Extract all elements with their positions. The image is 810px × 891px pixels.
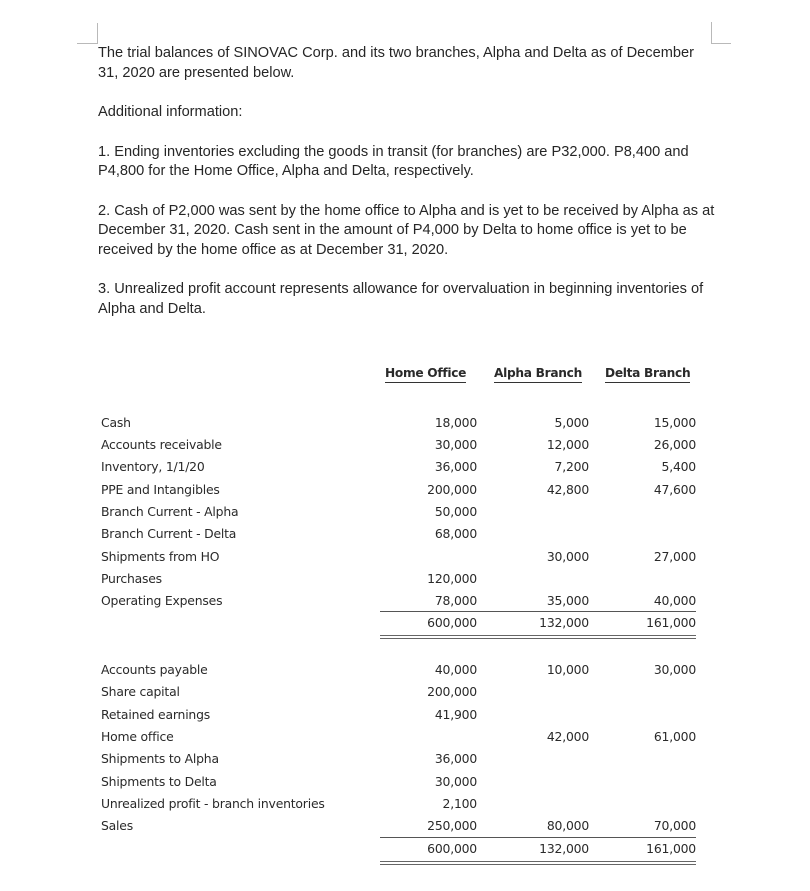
alpha-amount: 80,000 xyxy=(546,818,589,833)
account-label: Shipments to Alpha xyxy=(101,751,219,766)
table-row-shipments-to-delta xyxy=(0,771,810,793)
account-label: Purchases xyxy=(101,571,162,586)
delta-amount: 15,000 xyxy=(653,415,696,430)
account-label: Branch Current - Delta xyxy=(101,526,237,541)
total-double-rule xyxy=(380,861,696,865)
table-row-sales xyxy=(0,815,810,837)
table-row-share-capital xyxy=(0,681,810,703)
account-label: Accounts payable xyxy=(101,662,208,677)
account-label: Branch Current - Alpha xyxy=(101,504,239,519)
alpha-amount: 12,000 xyxy=(546,437,589,452)
account-label: Unrealized profit - branch inventories xyxy=(101,796,325,811)
account-label: Shipments from HO xyxy=(101,549,220,564)
table-row-shipments-to-alpha xyxy=(0,748,810,770)
note-3: 3. Unrealized profit account represents allowance for overvaluation in beginning inventories of Alpha and Delta. xyxy=(98,281,704,317)
table-row-branch-current-delta xyxy=(0,523,810,545)
problem-statement xyxy=(98,44,718,319)
account-label: Home office xyxy=(101,729,174,744)
table-row-operating-expenses xyxy=(0,590,810,612)
alpha-amount: 42,800 xyxy=(546,482,589,497)
home-office-amount: 120,000 xyxy=(427,571,477,586)
alpha-amount: 7,200 xyxy=(554,459,589,474)
home-office-amount: 30,000 xyxy=(434,774,477,789)
column-header-alpha-branch: Alpha Branch xyxy=(494,366,582,383)
account-label: Cash xyxy=(101,415,131,430)
home-office-amount: 41,900 xyxy=(434,707,477,722)
delta-amount: 26,000 xyxy=(653,437,696,452)
delta-total: 161,000 xyxy=(646,841,696,856)
table-row-accounts-payable xyxy=(0,659,810,681)
table-row-inventory xyxy=(0,456,810,478)
delta-amount: 47,600 xyxy=(653,482,696,497)
page-corner-mark-top-left xyxy=(77,23,98,44)
account-label: PPE and Intangibles xyxy=(101,482,220,497)
table-row-branch-current-alpha xyxy=(0,501,810,523)
table-row-debit-totals xyxy=(0,612,810,634)
home-office-amount: 50,000 xyxy=(434,504,477,519)
additional-info-heading: Additional information: xyxy=(98,104,243,120)
table-row-accounts-receivable xyxy=(0,434,810,456)
account-label: Retained earnings xyxy=(101,707,211,722)
home-office-amount: 18,000 xyxy=(434,415,477,430)
home-office-amount: 30,000 xyxy=(434,437,477,452)
home-office-amount: 200,000 xyxy=(427,684,477,699)
table-row-retained-earnings xyxy=(0,704,810,726)
delta-amount: 30,000 xyxy=(653,662,696,677)
alpha-amount: 30,000 xyxy=(546,549,589,564)
column-header-delta-branch: Delta Branch xyxy=(605,366,690,383)
home-office-amount: 68,000 xyxy=(434,526,477,541)
table-row-credit-totals xyxy=(0,838,810,860)
home-office-amount: 36,000 xyxy=(434,459,477,474)
home-office-amount: 36,000 xyxy=(434,751,477,766)
home-office-total: 600,000 xyxy=(427,841,477,856)
alpha-total: 132,000 xyxy=(539,841,589,856)
account-label: Accounts receivable xyxy=(101,437,222,452)
home-office-amount: 2,100 xyxy=(442,796,477,811)
home-office-amount: 200,000 xyxy=(427,482,477,497)
table-row-shipments-from-ho xyxy=(0,546,810,568)
table-row-ppe xyxy=(0,479,810,501)
note-1: 1. Ending inventories excluding the goods in transit (for branches) are P32,000. P8,400 and P4,800 for the Home Office, Alpha and Delta, respectively. xyxy=(98,143,689,179)
delta-amount: 27,000 xyxy=(653,549,696,564)
alpha-total: 132,000 xyxy=(539,615,589,630)
account-label: Share capital xyxy=(101,684,180,699)
delta-amount: 61,000 xyxy=(653,729,696,744)
alpha-amount: 10,000 xyxy=(546,662,589,677)
alpha-amount: 35,000 xyxy=(546,593,589,608)
note-2: 2. Cash of P2,000 was sent by the home office to Alpha and is yet to be received by Alpha as at December 31, 2020. Cash sent in the amount of P4,000 by Delta to home office is yet to be received by the home office as at December 31, 2020. xyxy=(98,202,715,258)
account-label: Operating Expenses xyxy=(101,593,223,608)
column-header-home-office: Home Office xyxy=(385,366,466,383)
table-row-purchases xyxy=(0,568,810,590)
account-label: Shipments to Delta xyxy=(101,774,217,789)
table-row-cash xyxy=(0,412,810,434)
delta-amount: 5,400 xyxy=(661,459,696,474)
alpha-amount: 5,000 xyxy=(554,415,589,430)
alpha-amount: 42,000 xyxy=(546,729,589,744)
page-corner-mark-top-right xyxy=(711,22,731,44)
total-double-rule xyxy=(380,635,696,639)
home-office-total: 600,000 xyxy=(427,615,477,630)
account-label: Inventory, 1/1/20 xyxy=(101,459,205,474)
home-office-amount: 40,000 xyxy=(434,662,477,677)
intro-paragraph: The trial balances of SINOVAC Corp. and its two branches, Alpha and Delta as of December 31, 2020 are presented below. xyxy=(98,45,694,81)
delta-amount: 40,000 xyxy=(653,593,696,608)
delta-amount: 70,000 xyxy=(653,818,696,833)
home-office-amount: 78,000 xyxy=(434,593,477,608)
delta-total: 161,000 xyxy=(646,615,696,630)
table-row-home-office xyxy=(0,726,810,748)
account-label: Sales xyxy=(101,818,133,833)
table-row-unrealized-profit xyxy=(0,793,810,815)
home-office-amount: 250,000 xyxy=(427,818,477,833)
